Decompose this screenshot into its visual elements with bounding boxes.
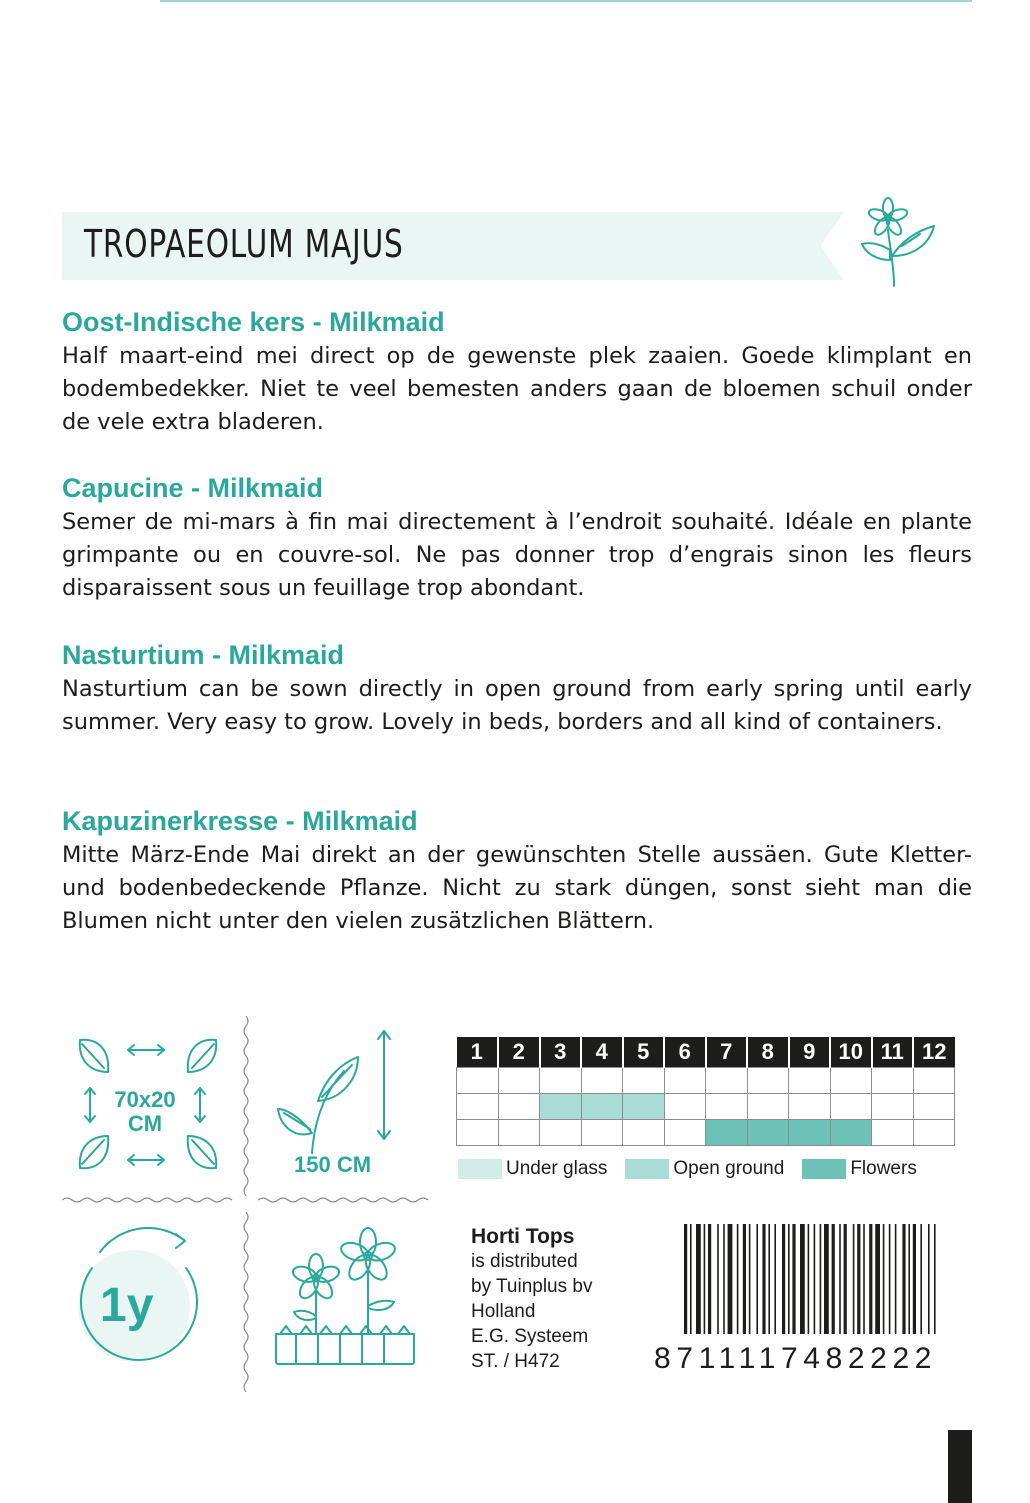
barcode-bar: [708, 1224, 711, 1334]
legend-label: Open ground: [673, 1158, 785, 1179]
print-mark: [948, 1430, 972, 1503]
month-8: 8: [747, 1037, 789, 1067]
barcode-bar: [684, 1224, 687, 1334]
calendar-cell: [457, 1119, 499, 1145]
spacing-label: [100, 1088, 190, 1136]
month-5: 5: [623, 1037, 665, 1067]
barcode-bar: [782, 1224, 785, 1334]
barcode-bar: [869, 1224, 872, 1334]
calendar-row-flowers: [457, 1119, 955, 1145]
legend-open-ground: [625, 1158, 784, 1180]
brand-name: Horti Tops: [471, 1225, 575, 1248]
calendar-cell: [664, 1119, 706, 1145]
calendar-cell: [498, 1067, 540, 1093]
section-french: [62, 472, 972, 605]
legend-swatch: [625, 1159, 669, 1179]
section-german: [62, 805, 972, 938]
barcode-bar: [808, 1224, 810, 1334]
calendar-cell: [540, 1093, 582, 1119]
barcode-bar: [743, 1224, 746, 1334]
spacing-unit: CM: [127, 1111, 163, 1136]
section-dutch: [62, 306, 972, 439]
calendar-cell: [664, 1093, 706, 1119]
distributor-line: Holland: [471, 1301, 536, 1322]
calendar-cell: [830, 1093, 872, 1119]
barcode-bar: [814, 1224, 816, 1334]
flower-plant-icon: [856, 196, 940, 290]
height-label: 150 CM: [294, 1152, 372, 1177]
calendar-cell: [872, 1067, 914, 1093]
barcode-bar: [717, 1224, 719, 1334]
month-3: 3: [540, 1037, 582, 1067]
latin-name: TROPAEOLUM MAJUS: [84, 222, 404, 266]
barcode-digits: 8711117482222: [654, 1342, 938, 1375]
calendar-cell: [581, 1093, 623, 1119]
distributor-line: is distributed: [471, 1251, 578, 1272]
calendar-cell: [913, 1093, 955, 1119]
barcode-bar: [792, 1224, 795, 1334]
calendar-cell: [913, 1119, 955, 1145]
barcode-bar: [788, 1224, 790, 1334]
plant-height-icon: [272, 1025, 402, 1155]
calendar-cell: [457, 1067, 499, 1093]
calendar-cell: [747, 1067, 789, 1093]
calendar-cell: [623, 1093, 665, 1119]
spacing-value: 70x20: [114, 1087, 176, 1112]
calendar-cell: [789, 1093, 831, 1119]
barcode-bar: [895, 1224, 897, 1334]
month-2: 2: [498, 1037, 540, 1067]
barcode-bar: [690, 1224, 692, 1334]
calendar-cell: [623, 1119, 665, 1145]
legend-label: Under glass: [506, 1158, 608, 1179]
section-english: [62, 639, 972, 739]
section-text: Nasturtium can be sown directly in open ground from early spring until early summer. Very easy to grow. Lovely in beds, borders and all kind of containers.: [62, 676, 972, 735]
barcode-bar: [863, 1224, 865, 1334]
barcode-bar: [920, 1224, 922, 1334]
calendar-cell: [872, 1119, 914, 1145]
barcode-bar: [824, 1224, 829, 1334]
section-text: Semer de mi-mars à fin mai directement à l’endroit souhaité. Idéale en plante grimpante ou en couvre-sol. Ne pas donner trop d’engrais sinon les fleurs disparaissent sous un feuillage trop abondant.: [62, 509, 972, 601]
barcode-bar: [913, 1224, 916, 1334]
distributor-line: E.G. Systeem: [471, 1326, 589, 1347]
barcode-bar: [928, 1224, 930, 1334]
calendar-cell: [498, 1093, 540, 1119]
calendar-cell: [872, 1093, 914, 1119]
legend-flowers: [802, 1158, 917, 1180]
barcode-bar: [857, 1224, 860, 1334]
calendar-cell: [789, 1119, 831, 1145]
barcode-bar: [883, 1224, 885, 1334]
section-title: Capucine - Milkmaid: [62, 473, 324, 503]
legend-label: Flowers: [850, 1158, 917, 1179]
month-12: 12: [913, 1037, 955, 1067]
calendar-cell: [830, 1119, 872, 1145]
calendar-legend: [458, 1158, 935, 1180]
barcode-bar: [889, 1224, 891, 1334]
barcode-bar: [875, 1224, 880, 1334]
calendar-cell: [540, 1119, 582, 1145]
barcode-bar: [839, 1224, 841, 1334]
barcode-bar: [832, 1224, 835, 1334]
month-4: 4: [581, 1037, 623, 1067]
lifecycle-label: 1y: [100, 1279, 154, 1332]
calendar-row-under-glass: [457, 1067, 955, 1093]
calendar-cell: [664, 1067, 706, 1093]
calendar-cell: [747, 1119, 789, 1145]
legend-swatch: [458, 1159, 502, 1179]
barcode-bar: [756, 1224, 758, 1334]
barcode-bar: [696, 1224, 701, 1334]
calendar-cell: [706, 1067, 748, 1093]
legend-under-glass: [458, 1158, 607, 1180]
calendar-cell: [706, 1119, 748, 1145]
sowing-calendar: [456, 1037, 955, 1146]
top-rule: [160, 0, 972, 2]
month-7: 7: [706, 1037, 748, 1067]
seedling-tray-icon: [270, 1226, 420, 1374]
barcode-bar: [768, 1224, 770, 1334]
month-6: 6: [664, 1037, 706, 1067]
calendar-cell: [913, 1067, 955, 1093]
barcode-bar: [902, 1224, 905, 1334]
wavy-divider-horizontal: [62, 1196, 234, 1204]
calendar-cell: [540, 1067, 582, 1093]
calendar-month-row: [457, 1037, 955, 1067]
barcode-bar: [820, 1224, 822, 1334]
distributor-line: by Tuinplus bv: [471, 1276, 593, 1297]
calendar-cell: [581, 1067, 623, 1093]
distributor-line: ST. / H472: [471, 1351, 560, 1372]
calendar-cell: [747, 1093, 789, 1119]
barcode-bar: [844, 1224, 847, 1334]
calendar-cell: [830, 1067, 872, 1093]
legend-swatch: [802, 1159, 846, 1179]
wavy-divider-horizontal: [258, 1196, 430, 1204]
calendar-cell: [623, 1067, 665, 1093]
barcode-bar: [723, 1224, 725, 1334]
month-11: 11: [872, 1037, 914, 1067]
barcode-icon: [654, 1224, 972, 1342]
wavy-divider-vertical: [242, 1016, 250, 1196]
calendar-cell: [581, 1119, 623, 1145]
section-title: Oost-Indische kers - Milkmaid: [62, 307, 445, 337]
barcode-bar: [853, 1224, 855, 1334]
calendar-cell: [498, 1119, 540, 1145]
barcode-bar: [774, 1224, 776, 1334]
barcode-bar: [704, 1224, 706, 1334]
distributor-info: [471, 1224, 592, 1374]
calendar-cell: [457, 1093, 499, 1119]
barcode-bar: [728, 1224, 733, 1334]
section-title: Nasturtium - Milkmaid: [62, 640, 345, 670]
barcode-bar: [934, 1224, 936, 1334]
barcode-bar: [908, 1224, 910, 1334]
calendar-cell: [789, 1067, 831, 1093]
barcode-bar: [737, 1224, 739, 1334]
section-text: Mitte März-Ende Mai direkt an der gewünschten Stelle aussäen. Gute Kletter- und bodenbedeckende Pflanze. Nicht zu stark düngen, sonst sieht man die Blumen nicht unter den vielen zusätzlichen Blättern.: [62, 842, 972, 934]
barcode-bar: [762, 1224, 765, 1334]
month-1: 1: [457, 1037, 499, 1067]
month-10: 10: [830, 1037, 872, 1067]
wavy-divider-vertical: [242, 1212, 250, 1392]
barcode-bar: [800, 1224, 805, 1334]
section-title: Kapuzinerkresse - Milkmaid: [62, 806, 418, 836]
section-text: Half maart-eind mei direct op de gewenste plek zaaien. Goede klimplant en bodembedekker. Niet te veel bemesten anders gaan de bloemen schuil onder de vele extra bladeren.: [62, 343, 972, 435]
month-9: 9: [789, 1037, 831, 1067]
barcode-bar: [749, 1224, 751, 1334]
calendar-cell: [706, 1093, 748, 1119]
calendar-row-open-ground: [457, 1093, 955, 1119]
